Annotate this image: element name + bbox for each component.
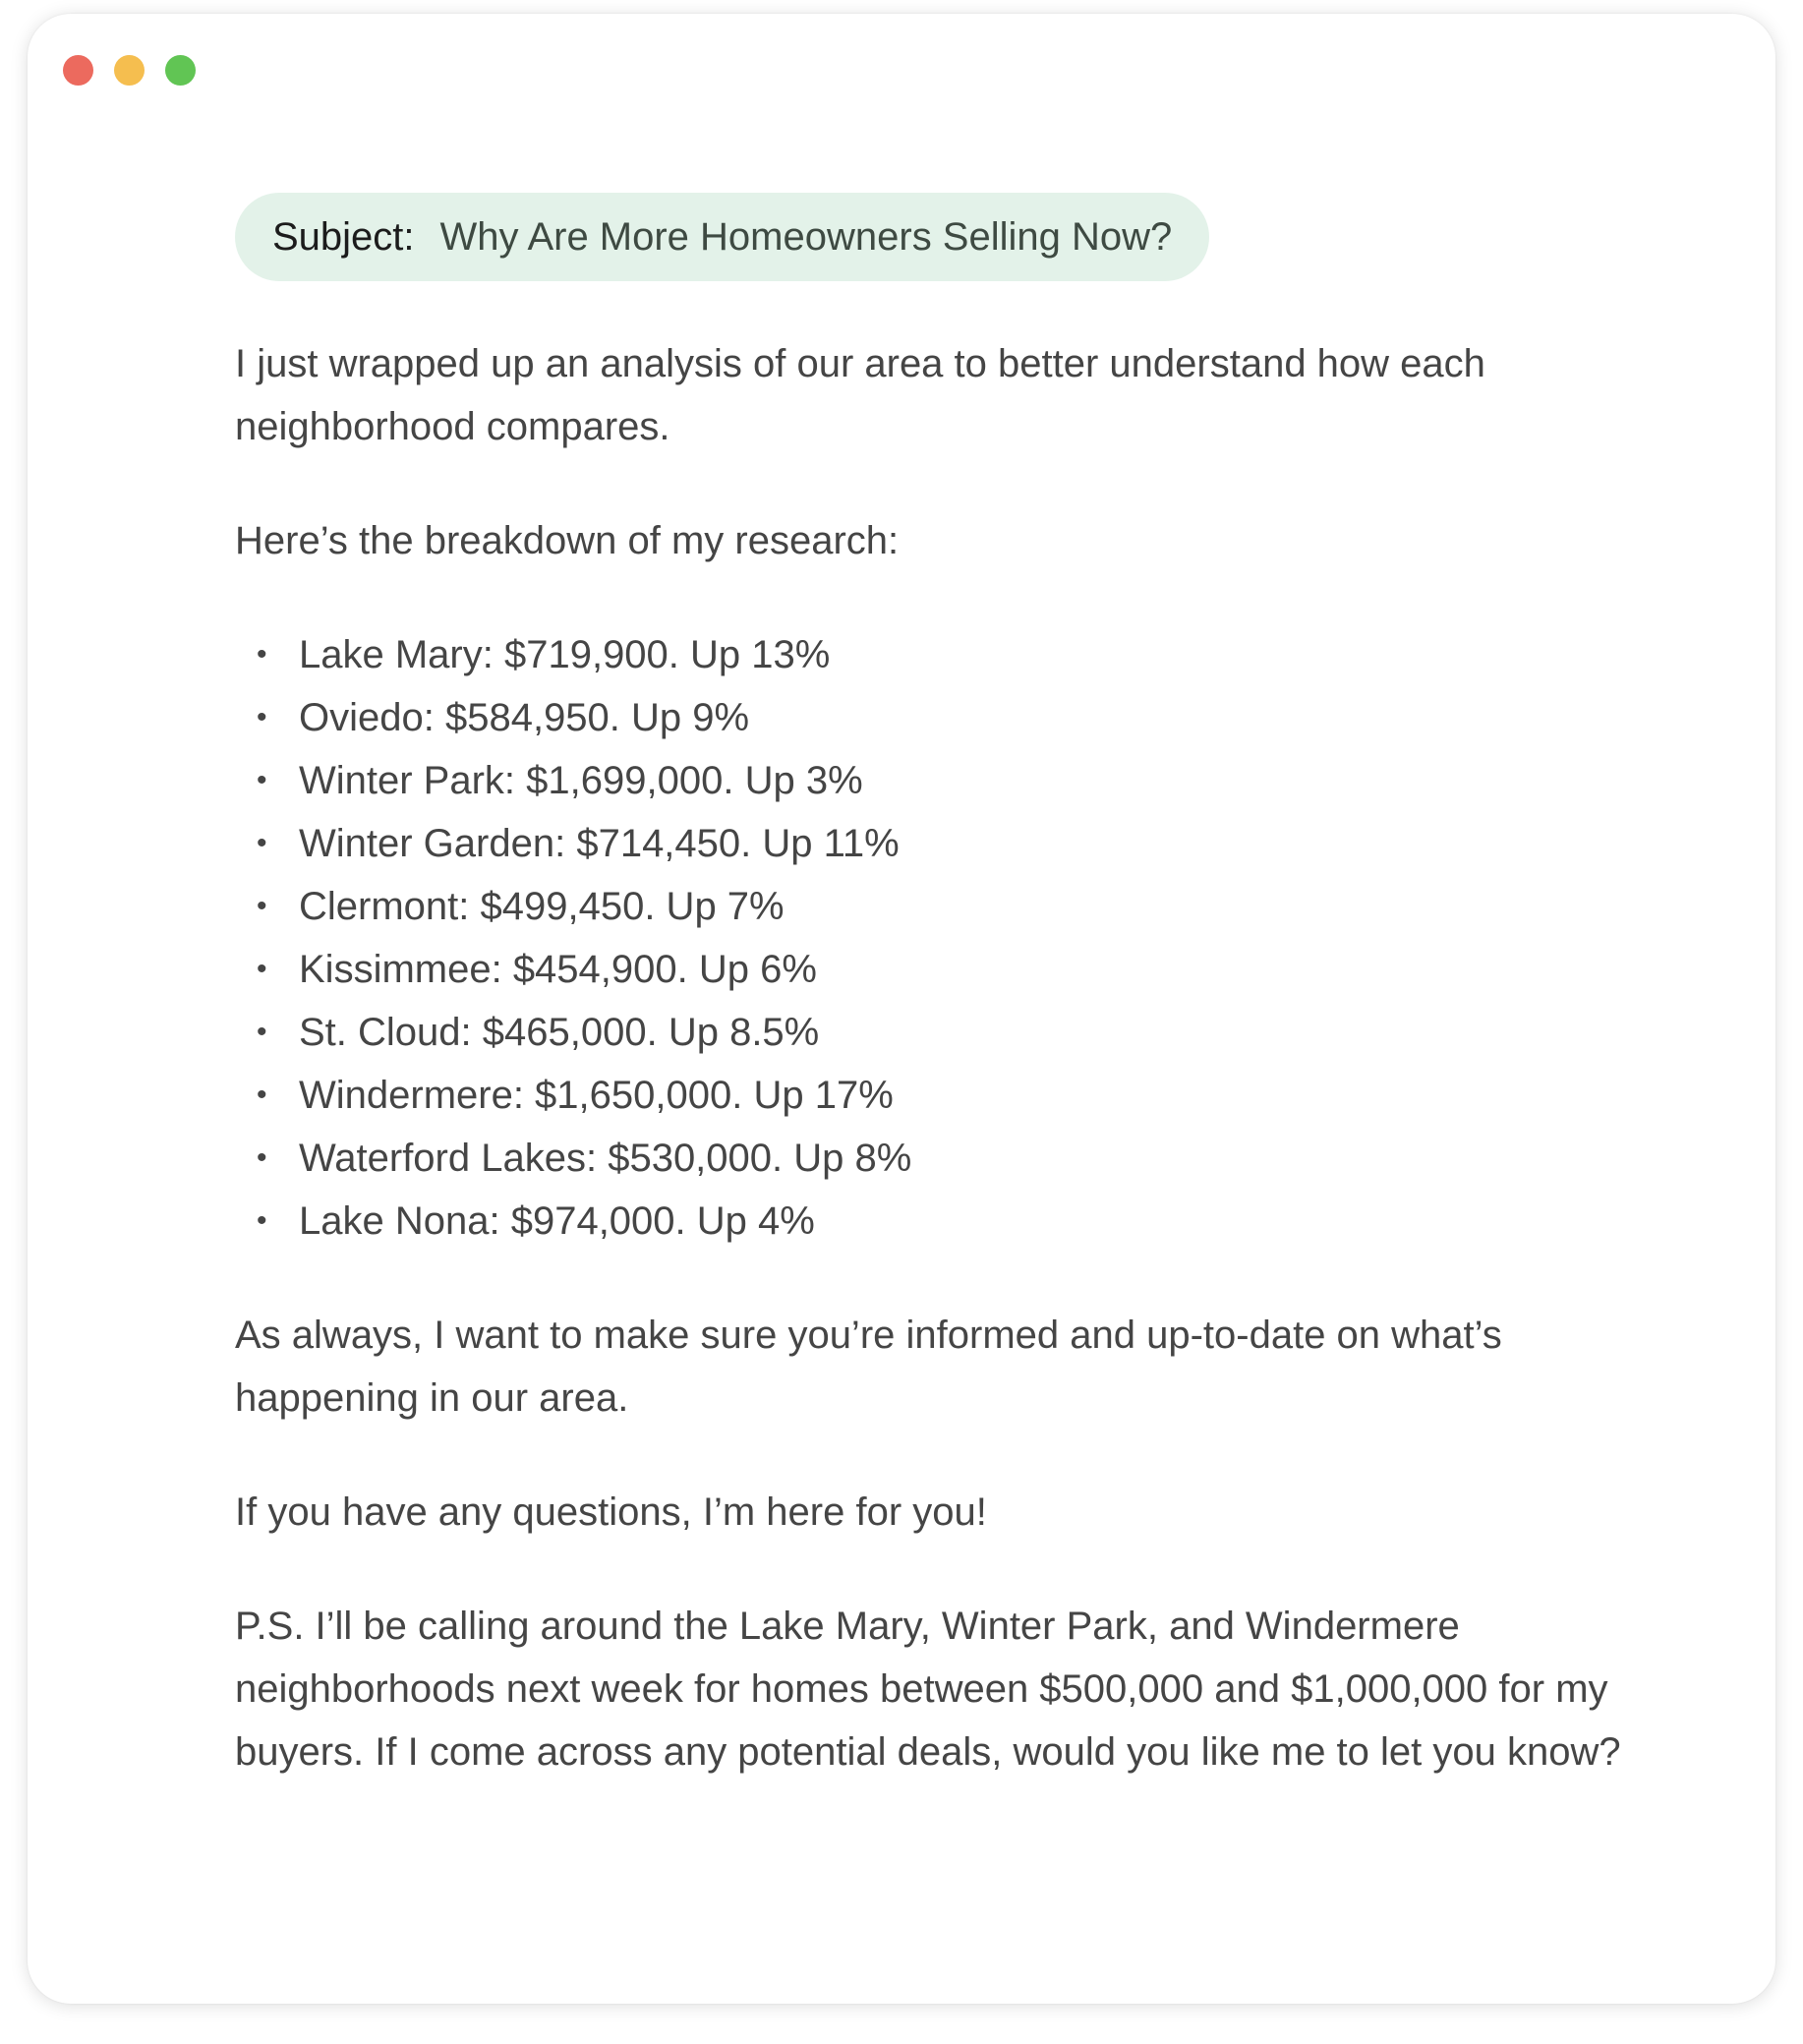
bullet-icon: • <box>257 890 267 922</box>
list-item-text: Kissimmee: $454,900. Up 6% <box>299 948 817 991</box>
list-item <box>235 686 1631 749</box>
list-item <box>235 749 1631 812</box>
neighborhood-list <box>235 623 1631 1253</box>
bullet-icon: • <box>257 764 267 796</box>
list-item-text: Winter Garden: $714,450. Up 11% <box>299 822 900 865</box>
close-button[interactable] <box>63 55 93 86</box>
list-item-text: Lake Nona: $974,000. Up 4% <box>299 1199 815 1243</box>
maximize-button[interactable] <box>165 55 196 86</box>
closing-paragraph: As always, I want to make sure you’re informed and up-to-date on what’s happening in our area. <box>235 1314 1502 1420</box>
email-body <box>235 193 1631 1783</box>
bullet-icon: • <box>257 1204 267 1237</box>
bullet-icon: • <box>257 827 267 859</box>
bullet-icon: • <box>257 638 267 671</box>
list-item <box>235 1190 1631 1253</box>
postscript-paragraph: P.S. I’ll be calling around the Lake Mary, Winter Park, and Windermere neighborhoods next week for homes between $500,000 and $1,000,000 for my buyers. If I come across any potential deals, would you like me to let you know? <box>235 1605 1621 1774</box>
subject-text: Why Are More Homeowners Selling Now? <box>439 215 1173 259</box>
list-item <box>235 1127 1631 1190</box>
bullet-icon: • <box>257 1141 267 1174</box>
lead-paragraph: Here’s the breakdown of my research: <box>235 519 900 562</box>
list-item-text: Windermere: $1,650,000. Up 17% <box>299 1074 894 1117</box>
list-item <box>235 1064 1631 1127</box>
bullet-icon: • <box>257 953 267 985</box>
list-item <box>235 812 1631 875</box>
list-item-text: Lake Mary: $719,900. Up 13% <box>299 633 831 676</box>
list-item-text: Clermont: $499,450. Up 7% <box>299 885 785 928</box>
list-item-text: Winter Park: $1,699,000. Up 3% <box>299 759 863 802</box>
list-item <box>235 623 1631 686</box>
list-item-text: Oviedo: $584,950. Up 9% <box>299 696 750 739</box>
bullet-icon: • <box>257 1016 267 1048</box>
list-item-text: St. Cloud: $465,000. Up 8.5% <box>299 1011 820 1054</box>
intro-paragraph: I just wrapped up an analysis of our area to better understand how each neighborhood compares. <box>235 342 1485 448</box>
list-item <box>235 1001 1631 1064</box>
window-controls <box>63 55 196 86</box>
list-item <box>235 875 1631 938</box>
subject-label: Subject: <box>272 215 415 259</box>
list-item <box>235 938 1631 1001</box>
email-window <box>28 14 1775 2004</box>
minimize-button[interactable] <box>114 55 145 86</box>
offer-paragraph: If you have any questions, I’m here for you! <box>235 1490 987 1534</box>
bullet-icon: • <box>257 701 267 733</box>
bullet-icon: • <box>257 1079 267 1111</box>
subject-line <box>235 193 1209 281</box>
list-item-text: Waterford Lakes: $530,000. Up 8% <box>299 1137 912 1180</box>
